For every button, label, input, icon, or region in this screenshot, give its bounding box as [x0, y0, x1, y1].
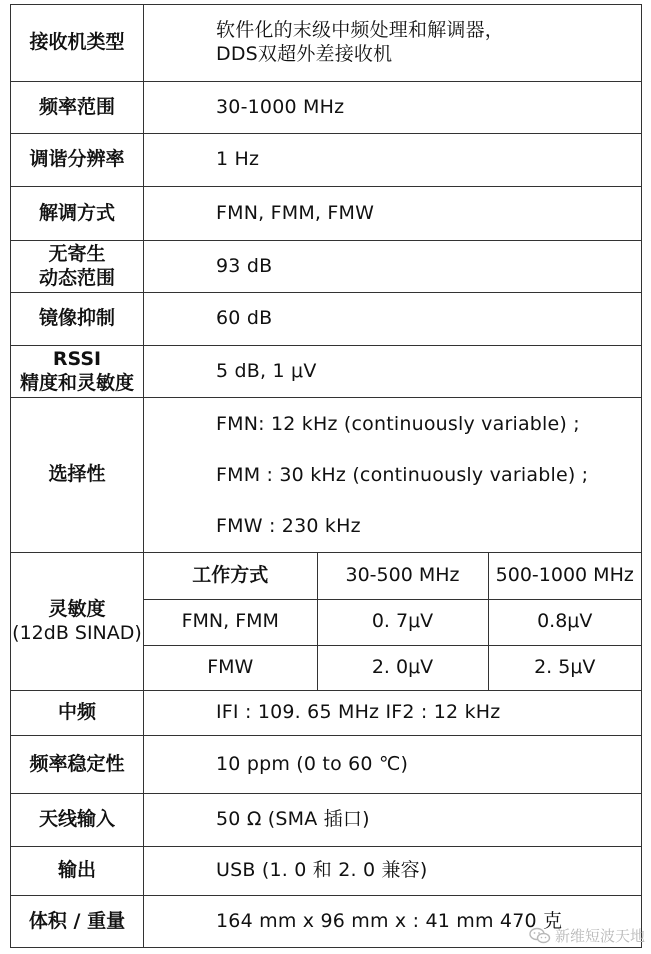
label-sensitivity [11, 553, 144, 691]
row-image-rejection [11, 293, 642, 346]
row-demodulation [11, 187, 642, 241]
row-output [11, 847, 642, 896]
label-image-rejection: 镜像抑制 [11, 293, 144, 346]
sensitivity-mode-fmw: FMW [207, 655, 254, 678]
label-frequency-range: 频率范围 [11, 82, 144, 134]
sensitivity-fmn-fmm-band1: 0. 7μV [317, 599, 488, 645]
watermark-text: 新维短波天地 [554, 927, 645, 945]
sensitivity-fmw-band1: 2. 0μV [317, 645, 488, 690]
sensitivity-mode-fmn-fmm: FMN, FMM [144, 599, 317, 645]
value-receiver-type-line1: 软件化的末级中频处理和解调器， [216, 19, 505, 42]
sensitivity-header-row [144, 553, 641, 599]
sensitivity-fmn-fmm-band2: 0.8μV [488, 599, 641, 645]
row-rssi [11, 346, 642, 398]
value-rssi: 5 dB, 1 μV [144, 346, 642, 398]
value-sfdr: 93 dB [144, 241, 642, 293]
sensitivity-subtable [144, 553, 641, 690]
sensitivity-row-fmn-fmm [144, 599, 641, 645]
value-image-rejection: 60 dB [144, 293, 642, 346]
value-antenna-input: 50 Ω (SMA 插口) [144, 794, 642, 847]
value-if: IFI : 109. 65 MHz IF2 : 12 kHz [144, 691, 642, 736]
row-frequency-range [11, 82, 642, 134]
sensitivity-row-fmw [144, 645, 641, 690]
value-receiver-type [144, 5, 642, 82]
selectivity-fmm: FMM : 30 kHz (continuously variable) ; [216, 463, 589, 486]
value-demodulation: FMN, FMM, FMW [144, 187, 642, 241]
label-output: 输出 [11, 847, 144, 896]
label-frequency-stability: 频率稳定性 [11, 736, 144, 794]
value-selectivity [144, 398, 642, 553]
row-sfdr [11, 241, 642, 293]
sensitivity-header-mode: 工作方式 [144, 553, 317, 599]
selectivity-fmn: FMN: 12 kHz (continuously variable) ; [216, 412, 580, 435]
sensitivity-header-band2: 500-1000 MHz [488, 553, 641, 599]
label-if: 中频 [11, 691, 144, 736]
label-size-weight: 体积 / 重量 [11, 896, 144, 948]
label-selectivity: 选择性 [11, 398, 144, 553]
label-rssi [11, 346, 144, 398]
label-sensitivity-line2: (12dB SINAD) [12, 621, 142, 644]
row-sensitivity [11, 553, 642, 691]
label-sensitivity-line1: 灵敏度 [48, 597, 106, 620]
value-frequency-range: 30-1000 MHz [144, 82, 642, 134]
row-if [11, 691, 642, 736]
row-frequency-stability [11, 736, 642, 794]
row-antenna-input [11, 794, 642, 847]
label-tuning-resolution: 调谐分辨率 [11, 134, 144, 187]
label-demodulation: 解调方式 [11, 187, 144, 241]
value-tuning-resolution: 1 Hz [144, 134, 642, 187]
label-sfdr-line1: 无寄生 [48, 242, 106, 265]
wechat-icon [529, 927, 551, 945]
label-receiver-type: 接收机类型 [11, 5, 144, 82]
sensitivity-header-band1: 30-500 MHz [317, 553, 488, 599]
label-rssi-line1: RSSI [52, 347, 102, 370]
value-receiver-type-line2: DDS双超外差接收机 [216, 43, 393, 65]
value-frequency-stability: 10 ppm (0 to 60 ℃) [144, 736, 642, 794]
sensitivity-subtable-cell [144, 553, 642, 691]
label-sfdr [11, 241, 144, 293]
row-selectivity [11, 398, 642, 553]
value-size-weight: 164 mm x 96 mm x : 41 mm 470 克 [144, 896, 642, 948]
row-receiver-type [11, 5, 642, 82]
label-antenna-input: 天线输入 [11, 794, 144, 847]
sensitivity-fmw-band2: 2. 5μV [488, 645, 641, 690]
label-sfdr-line2: 动态范围 [38, 266, 115, 289]
value-output: USB (1. 0 和 2. 0 兼容) [144, 847, 642, 896]
selectivity-fmw: FMW : 230 kHz [216, 514, 361, 537]
spec-table [10, 4, 642, 948]
watermark [529, 925, 645, 946]
label-rssi-line2: 精度和灵敏度 [19, 371, 134, 394]
row-tuning-resolution [11, 134, 642, 187]
